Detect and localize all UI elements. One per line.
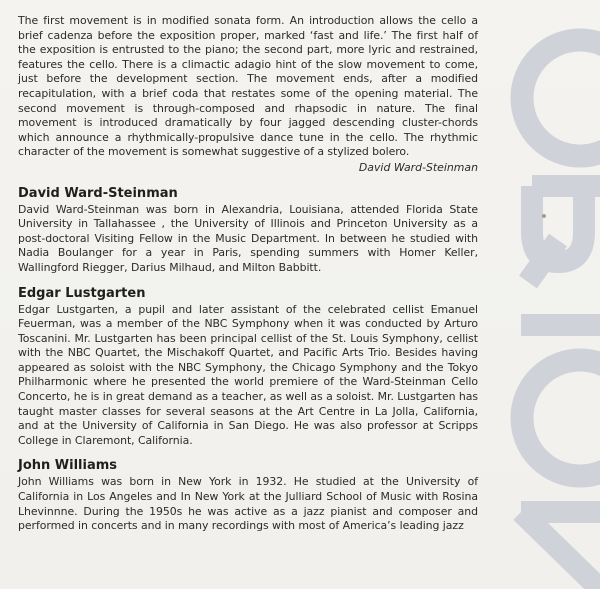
bio-text: Edgar Lustgarten, a pupil and later assistant of the celebrated cellist Emanuel Feuerman, was a member of the NBC Symphony when it was conducted by Arturo Toscanini. Mr. Lustgarten has been principal cellist of the St. Louis Symphony, cellist with the NBC Quartet, the Mischakoff Quartet, and Pacific Arts Trio. Besides having appeared as soloist with the NBC Symphony, the Chicago Symphony and the Tokyo Philharmonic where he presented the world premiere of the Ward-Steinman Cello Concerto, he is in great demand as a teacher, as well as a soloist. Mr. Lustgarten has taught master classes for several seasons at the Art Centre in La Jolla, California, and at the University of California in San Diego. He was also professor at Scripps College in Claremont, California. xyxy=(18,302,478,447)
paper-speck xyxy=(542,214,546,218)
bio-text: John Williams was born in New York in 1932. He studied at the University of California in Los Angeles and In New York at the Julliard School of Music with Rosina Lhevinnne. During the 1950s he was active as a jazz pianist and composer and performed in concerts and in many recordings with most of America’s leading jazz xyxy=(18,475,478,533)
orion-logo-graphic xyxy=(492,0,600,589)
intro-signature: David Ward-Steinman xyxy=(358,160,478,174)
bio-section-williams xyxy=(18,458,478,533)
bio-section-lustgarten xyxy=(18,286,478,449)
logo-letter-o xyxy=(522,40,600,156)
bio-section-ward-steinman xyxy=(18,186,478,276)
bio-heading: David Ward-Steinman xyxy=(18,185,178,201)
bio-heading: John Williams xyxy=(18,458,118,474)
bio-heading: Edgar Lustgarten xyxy=(18,285,146,301)
liner-notes-column xyxy=(18,14,478,534)
logo-letter-n xyxy=(521,512,600,589)
bio-text: David Ward-Steinman was born in Alexandria, Louisiana, attended Florida State University in Tallahassee , the University of Illinois and Princeton University as a post-doctoral Visiting Fellow in the Music Department. In between he studied with Nadia Boulanger for a year in Paris, spending summers with Homer Keller, Wallingford Riegger, Darius Milhaud, and Milton Babbitt. xyxy=(18,202,478,274)
logo-letter-i xyxy=(521,314,600,336)
intro-paragraph: The first movement is in modified sonata form. An introduction allows the cello a brief cadenza before the exposition proper, marked ‘fast and life.’ The first half of the exposition is entrusted to the piano; the second part, more lyric and restrained, features the cello. There is a climactic adagio hint of the slow movement to come, just before the development section. The movement ends, after a modified recapitulation, with a brief coda that restates some of the opening material. The second movement is through-composed and rhapsodic in nature. The final movement is introduced dramatically by four jagged descending cluster-chords which announce a rhythmically-propulsive dance tune in the cello. The rhythmic character of the movement is somewhat suggestive of a stylized bolero. xyxy=(18,14,478,159)
orion-logo xyxy=(492,0,600,589)
logo-letter-r xyxy=(528,186,600,282)
logo-letter-o-second xyxy=(522,360,600,476)
